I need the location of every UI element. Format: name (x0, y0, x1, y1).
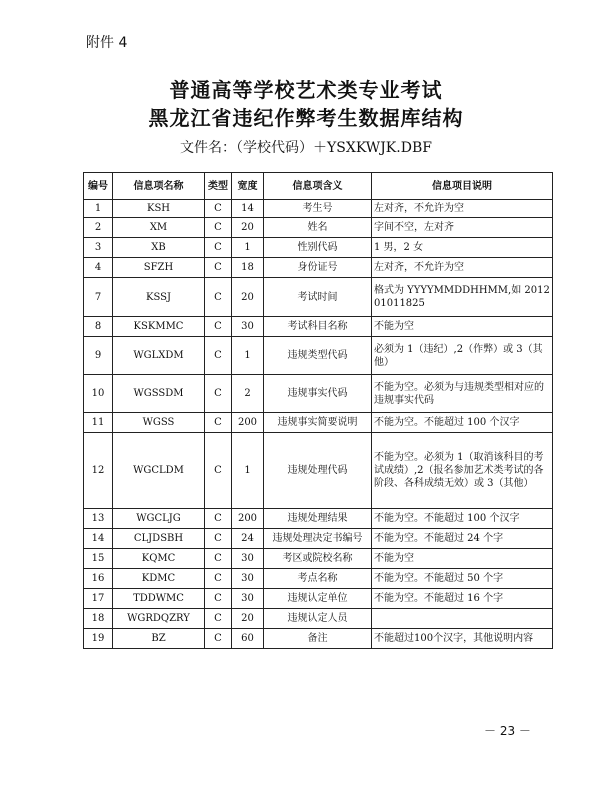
cell-meaning: 违规事实代码 (264, 375, 372, 413)
cell-desc: 不能为空。必须为 1（取消该科目的考试成绩）,2（报名参加艺术类考试的各阶段、各科成绩无效）或 3（其他） (372, 433, 553, 509)
table-row (84, 529, 553, 549)
cell-meaning: 违规处理代码 (264, 433, 372, 509)
cell-no: 3 (84, 238, 113, 258)
cell-width: 20 (232, 609, 264, 629)
table-row (84, 258, 553, 278)
cell-type: C (205, 278, 232, 317)
cell-no: 2 (84, 218, 113, 238)
cell-width: 200 (232, 413, 264, 433)
cell-meaning: 考试科目名称 (264, 317, 372, 337)
cell-no: 1 (84, 200, 113, 218)
table-row (84, 238, 553, 258)
cell-desc: 不能为空。必须为与违规类型相对应的违规事实代码 (372, 375, 553, 413)
cell-name: WGLXDM (113, 337, 205, 375)
cell-width: 60 (232, 629, 264, 649)
table-header-row (84, 173, 553, 200)
cell-desc: 不能为空。不能超过 100 个汉字 (372, 509, 553, 529)
table-row (84, 609, 553, 629)
cell-desc: 不能超过100个汉字，其他说明内容 (372, 629, 553, 649)
table-row (84, 433, 553, 509)
header-width: 宽度 (232, 173, 264, 200)
cell-no: 18 (84, 609, 113, 629)
document-title-line1: 普通高等学校艺术类专业考试 (169, 78, 443, 102)
cell-desc: 必须为 1（违纪）,2（作弊）或 3（其他） (372, 337, 553, 375)
cell-name: XB (113, 238, 205, 258)
cell-desc: 格式为 YYYYMMDDHHMM,如 201201011825 (372, 278, 553, 317)
table-row (84, 569, 553, 589)
cell-type: C (205, 413, 232, 433)
cell-no: 17 (84, 589, 113, 609)
cell-width: 20 (232, 218, 264, 238)
table-row (84, 549, 553, 569)
header-type: 类型 (205, 173, 232, 200)
cell-meaning: 备注 (264, 629, 372, 649)
cell-type: C (205, 609, 232, 629)
page-number: － 23 － (484, 724, 531, 738)
cell-name: KSH (113, 200, 205, 218)
header-meaning: 信息项含义 (264, 173, 372, 200)
cell-no: 19 (84, 629, 113, 649)
cell-desc: 1 男，2 女 (372, 238, 553, 258)
cell-meaning: 性别代码 (264, 238, 372, 258)
table-row (84, 218, 553, 238)
cell-no: 4 (84, 258, 113, 278)
cell-type: C (205, 337, 232, 375)
cell-no: 15 (84, 549, 113, 569)
cell-desc: 不能为空 (372, 317, 553, 337)
table-row (84, 317, 553, 337)
cell-meaning: 考区或院校名称 (264, 549, 372, 569)
cell-type: C (205, 200, 232, 218)
cell-type: C (205, 589, 232, 609)
cell-name: KQMC (113, 549, 205, 569)
cell-name: KSKMMC (113, 317, 205, 337)
cell-type: C (205, 629, 232, 649)
file-name-line: 文件名：（学校代码）＋YSXKWJK.DBF (180, 140, 432, 156)
cell-no: 14 (84, 529, 113, 549)
cell-name: XM (113, 218, 205, 238)
cell-meaning: 违规处理结果 (264, 509, 372, 529)
table-row (84, 375, 553, 413)
table-row (84, 413, 553, 433)
cell-type: C (205, 317, 232, 337)
cell-width: 30 (232, 569, 264, 589)
cell-type: C (205, 238, 232, 258)
database-structure-table (83, 172, 553, 649)
cell-desc (372, 609, 553, 629)
cell-width: 18 (232, 258, 264, 278)
cell-type: C (205, 509, 232, 529)
cell-type: C (205, 549, 232, 569)
cell-name: WGCLJG (113, 509, 205, 529)
cell-name: CLJDSBH (113, 529, 205, 549)
cell-name: WGSS (113, 413, 205, 433)
cell-width: 30 (232, 589, 264, 609)
header-field-name: 信息项名称 (113, 173, 205, 200)
header-description: 信息项目说明 (372, 173, 553, 200)
cell-meaning: 违规认定单位 (264, 589, 372, 609)
cell-no: 12 (84, 433, 113, 509)
cell-type: C (205, 433, 232, 509)
cell-meaning: 考试时间 (264, 278, 372, 317)
cell-width: 14 (232, 200, 264, 218)
table-row (84, 278, 553, 317)
cell-width: 1 (232, 433, 264, 509)
table-row (84, 629, 553, 649)
cell-name: WGCLDM (113, 433, 205, 509)
cell-no: 7 (84, 278, 113, 317)
cell-no: 8 (84, 317, 113, 337)
cell-desc: 不能为空。不能超过 50 个字 (372, 569, 553, 589)
cell-meaning: 违规类型代码 (264, 337, 372, 375)
cell-name: TDDWMC (113, 589, 205, 609)
cell-no: 16 (84, 569, 113, 589)
cell-meaning: 姓名 (264, 218, 372, 238)
cell-name: SFZH (113, 258, 205, 278)
cell-width: 20 (232, 278, 264, 317)
attachment-label: 附件 4 (86, 35, 128, 51)
cell-no: 13 (84, 509, 113, 529)
cell-desc: 左对齐，不允许为空 (372, 258, 553, 278)
cell-desc: 字间不空，左对齐 (372, 218, 553, 238)
cell-type: C (205, 569, 232, 589)
cell-width: 30 (232, 549, 264, 569)
cell-meaning: 考生号 (264, 200, 372, 218)
cell-name: WGSSDM (113, 375, 205, 413)
cell-meaning: 身份证号 (264, 258, 372, 278)
cell-type: C (205, 218, 232, 238)
cell-meaning: 违规认定人员 (264, 609, 372, 629)
table-row (84, 509, 553, 529)
table-row (84, 337, 553, 375)
cell-meaning: 违规事实简要说明 (264, 413, 372, 433)
table-row (84, 589, 553, 609)
cell-no: 9 (84, 337, 113, 375)
cell-type: C (205, 375, 232, 413)
cell-width: 2 (232, 375, 264, 413)
cell-desc: 不能为空 (372, 549, 553, 569)
cell-no: 11 (84, 413, 113, 433)
cell-width: 30 (232, 317, 264, 337)
document-title-line2: 黑龙江省违纪作弊考生数据库结构 (148, 106, 464, 130)
cell-type: C (205, 529, 232, 549)
cell-meaning: 考点名称 (264, 569, 372, 589)
cell-meaning: 违规处理决定书编号 (264, 529, 372, 549)
cell-name: KDMC (113, 569, 205, 589)
table-row (84, 200, 553, 218)
cell-width: 1 (232, 337, 264, 375)
cell-width: 1 (232, 238, 264, 258)
header-no: 编号 (84, 173, 113, 200)
cell-name: BZ (113, 629, 205, 649)
cell-name: WGRDQZRY (113, 609, 205, 629)
cell-desc: 不能为空。不能超过 24 个字 (372, 529, 553, 549)
cell-width: 200 (232, 509, 264, 529)
cell-width: 24 (232, 529, 264, 549)
cell-name: KSSJ (113, 278, 205, 317)
cell-desc: 左对齐，不允许为空 (372, 200, 553, 218)
cell-desc: 不能为空。不能超过 100 个汉字 (372, 413, 553, 433)
cell-type: C (205, 258, 232, 278)
cell-no: 10 (84, 375, 113, 413)
cell-desc: 不能为空。不能超过 16 个字 (372, 589, 553, 609)
